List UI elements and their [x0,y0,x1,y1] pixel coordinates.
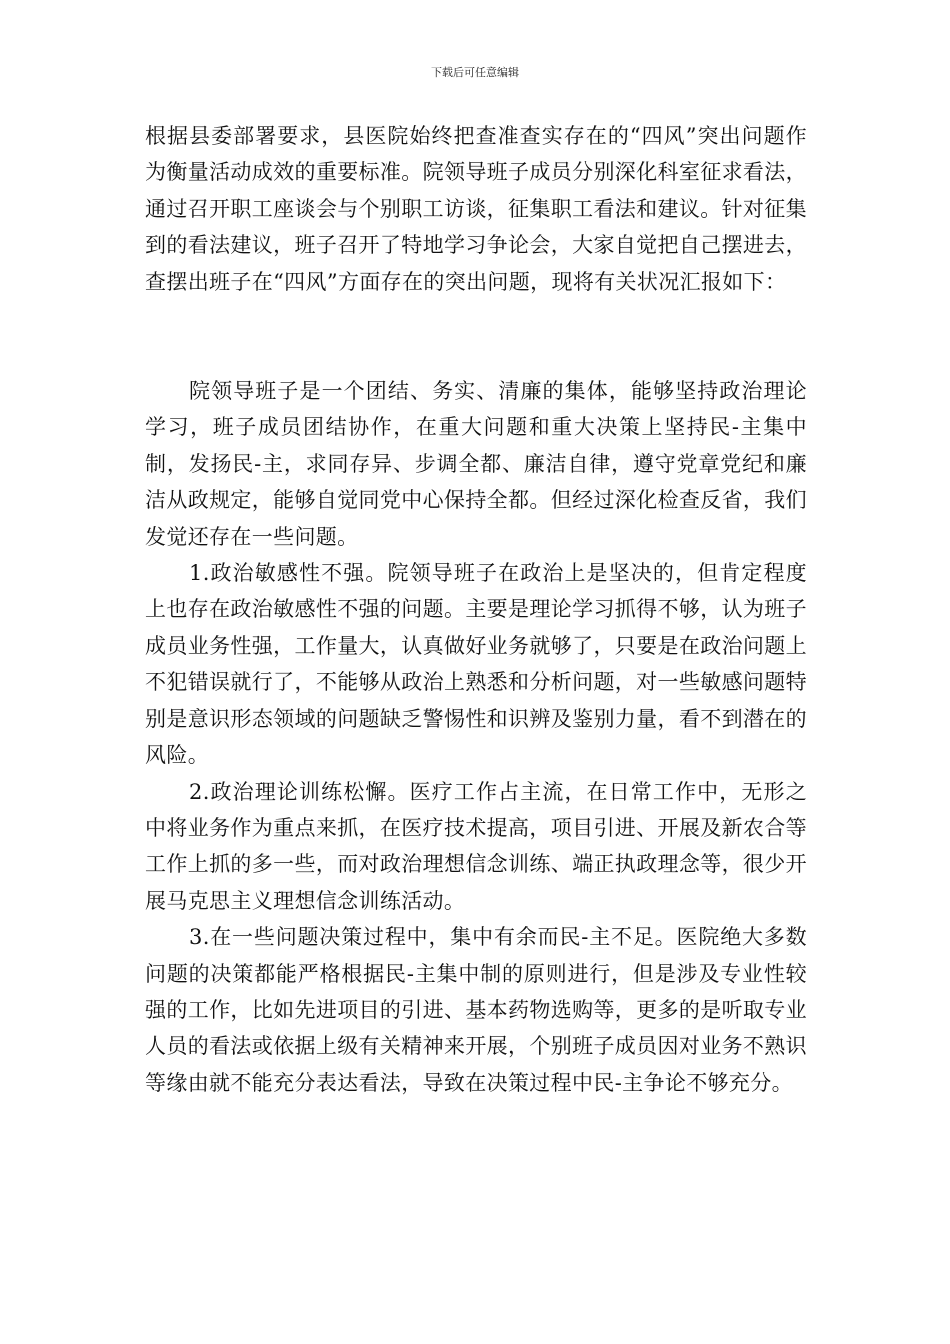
issue-paragraph-3: 3.在一些问题决策过程中，集中有余而民-主不足。医院绝大多数问题的决策都能严格根据民-主集中制的原则进行，但是涉及专业性较强的工作，比如先进项目的引进、基本药物选购等，更多的是听取专业人员的看法或依据上级有关精神来开展，个别班子成员因对业务不熟识等缘由就不能充分表达看法，导致在决策过程中民-主争论不够充分。 [145,925,807,1095]
issue-paragraph-1: 1.政治敏感性不强。院领导班子在政治上是坚决的，但肯定程度上也存在政治敏感性不强的问题。主要是理论学习抓得不够，认为班子成员业务性强，工作量大，认真做好业务就够了，只要是在政治问题上不犯错误就行了，不能够从政治上熟悉和分析问题，对一些敏感问题特别是意识形态领域的问题缺乏警惕性和识辨及鉴别力量，看不到潜在的风险。 [145,561,807,768]
section-gap [145,300,807,373]
issue-paragraph-2: 2.政治理论训练松懈。医疗工作占主流，在日常工作中，无形之中将业务作为重点来抓，在医疗技术提高，项目引进、开展及新农合等工作上抓的多一些，而对政治理想信念训练、端正执政理念等，很少开展马克思主义理想信念训练活动。 [145,779,807,913]
summary-paragraph: 院领导班子是一个团结、务实、清廉的集体，能够坚持政治理论学习，班子成员团结协作，在重大问题和重大决策上坚持民-主集中制，发扬民-主，求同存异、步调全都、廉洁自律，遵守党章党纪和廉洁从政规定，能够自觉同党中心保持全都。但经过深化检查反省，我们发觉还存在一些问题。 [145,379,807,549]
document-body [145,118,807,1101]
intro-paragraph: 根据县委部署要求，县医院始终把查准查实存在的“四风”突出问题作为衡量活动成效的重要标准。院领导班子成员分别深化科室征求看法，通过召开职工座谈会与个别职工访谈，征集职工看法和建议。针对征集到的看法建议，班子召开了特地学习争论会，大家自觉把自己摆进去，查摆出班子在“四风”方面存在的突出问题，现将有关状况汇报如下： [145,124,807,294]
page-header: 下载后可任意编辑 [431,66,519,79]
